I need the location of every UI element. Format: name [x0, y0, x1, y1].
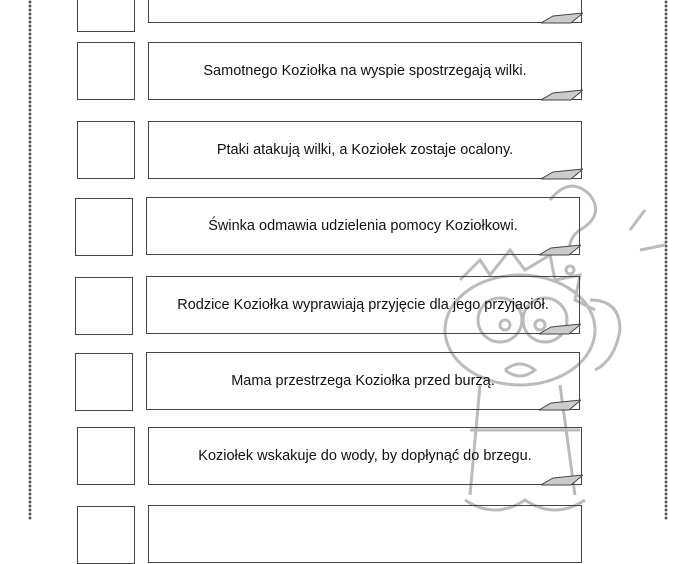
- sentence-card: [146, 197, 580, 255]
- sentence-text: Mama przestrzega Koziołka przed burzą.: [231, 373, 495, 389]
- sentence-card: [148, 121, 582, 179]
- page-curl-icon: [541, 168, 583, 180]
- page-curl-icon: [541, 89, 583, 101]
- number-box[interactable]: [75, 277, 133, 335]
- number-box[interactable]: [77, 427, 135, 485]
- page-curl-icon: [539, 244, 581, 256]
- page-curl-icon: [539, 399, 581, 411]
- number-box[interactable]: [77, 0, 135, 32]
- dotted-border-left: [28, 0, 32, 520]
- sentence-card: [146, 352, 580, 410]
- number-box[interactable]: [77, 506, 135, 564]
- sentence-card: [148, 42, 582, 100]
- sentence-text: Świnka odmawia udzielenia pomocy Koziołkowi.: [208, 218, 518, 234]
- number-box[interactable]: [77, 42, 135, 100]
- number-box[interactable]: [77, 121, 135, 179]
- sentence-card: [148, 0, 582, 23]
- page-curl-icon: [541, 474, 583, 486]
- sentence-card: [146, 276, 580, 334]
- sentence-text: Samotnego Koziołka na wyspie spostrzegają wilki.: [203, 63, 527, 79]
- page-curl-icon: [539, 323, 581, 335]
- sentence-text: Rodzice Koziołka wyprawiają przyjęcie dla jego przyjaciół.: [177, 297, 549, 313]
- sentence-text: Ptaki atakują wilki, a Koziołek zostaje ocalony.: [216, 142, 514, 158]
- number-box[interactable]: [75, 353, 133, 411]
- sentence-card: [148, 505, 582, 563]
- number-box[interactable]: [75, 198, 133, 256]
- sentence-text: Koziołek wskakuje do wody, by dopłynąć do brzegu.: [198, 448, 532, 464]
- page-curl-icon: [541, 12, 583, 24]
- sentence-card: [148, 427, 582, 485]
- dotted-border-right: [664, 0, 668, 520]
